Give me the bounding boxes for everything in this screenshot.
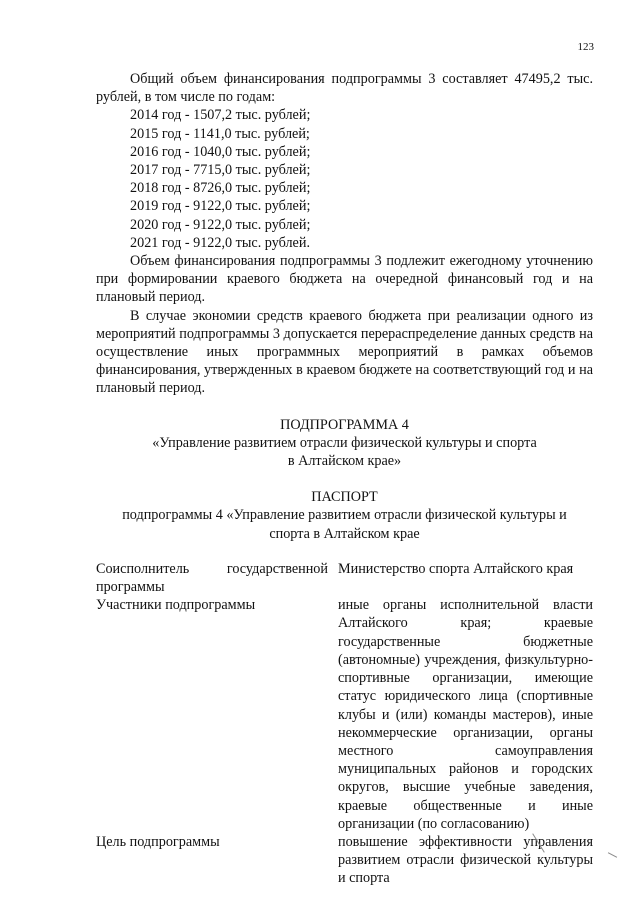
financing-year-item: 2016 год - 1040,0 тыс. рублей; xyxy=(130,143,311,160)
financing-year-item: 2015 год - 1141,0 тыс. рублей; xyxy=(130,125,310,142)
passport-title-block xyxy=(96,488,593,543)
table-row xyxy=(96,596,593,833)
financing-intro-paragraph: Общий объем финансирования подпрограммы 3 составляет 47495,2 тыс. рублей, в том числе по годам: xyxy=(96,71,593,106)
passport-heading: ПАСПОРТ xyxy=(311,489,378,506)
page-body xyxy=(96,70,593,888)
financing-year-item: 2014 год - 1507,2 тыс. рублей; xyxy=(130,107,311,124)
page-number: 123 xyxy=(577,41,594,53)
subprogram-title-line: в Алтайском крае» xyxy=(287,453,402,470)
financing-year-item: 2021 год - 9122,0 тыс. рублей. xyxy=(130,234,310,251)
passport-subtitle-line: подпрограммы 4 «Управление развитием отрасли физической культуры и xyxy=(122,507,567,524)
financing-years-list xyxy=(130,106,593,252)
subprogram-title-block xyxy=(96,416,593,471)
passport-table xyxy=(96,560,593,888)
passport-row-value: иные органы исполнительной власти Алтайского края; краевые государственные бюджетные (автономные) учреждения, физкультурно-спортивные организации, имеющие статус юридического лица (спортивные клубы и (или) команды мастеров), иные некоммерческие организации, органы местного самоуправления муниципальных районов и городских округов, высшие учебные заведения, краевые общественные и иные организации (по согласованию) xyxy=(338,597,593,832)
financing-adjustment-paragraph: Объем финансирования подпрограммы 3 подлежит ежегодному уточнению при формировании краевого бюджета на очередной финансовый год и на плановый период. xyxy=(96,253,593,306)
subprogram-heading: ПОДПРОГРАММА 4 xyxy=(280,416,409,433)
passport-row-value: повышение эффективности управления развитием отрасли физической культуры и спорта xyxy=(338,833,593,887)
financing-year-item: 2019 год - 9122,0 тыс. рублей; xyxy=(130,198,311,215)
table-row xyxy=(96,833,593,888)
financing-year-item: 2020 год - 9122,0 тыс. рублей; xyxy=(130,216,311,233)
passport-row-value: Министерство спорта Алтайского края xyxy=(338,560,574,577)
passport-row-label: Участники подпрограммы xyxy=(96,597,256,614)
scan-mark xyxy=(608,852,617,858)
passport-row-label: Соисполнитель государственной программы xyxy=(96,560,328,596)
financing-savings-paragraph: В случае экономии средств краевого бюджета при реализации одного из мероприятий подпрограммы 3 допускается перераспределение данных средств на осуществление иных программных мероприятий в рамках объемов финансирования, утвержденных в краевом бюджете на соответствующий год и на плановый период. xyxy=(96,307,593,397)
passport-row-label: Цель подпрограммы xyxy=(96,833,220,850)
passport-subtitle-line: спорта в Алтайском крае xyxy=(269,525,420,542)
financing-year-item: 2017 год - 7715,0 тыс. рублей; xyxy=(130,162,311,179)
financing-year-item: 2018 год - 8726,0 тыс. рублей; xyxy=(130,180,311,197)
table-row xyxy=(96,560,593,596)
subprogram-title-line: «Управление развитием отрасли физической культуры и спорта xyxy=(152,434,537,451)
